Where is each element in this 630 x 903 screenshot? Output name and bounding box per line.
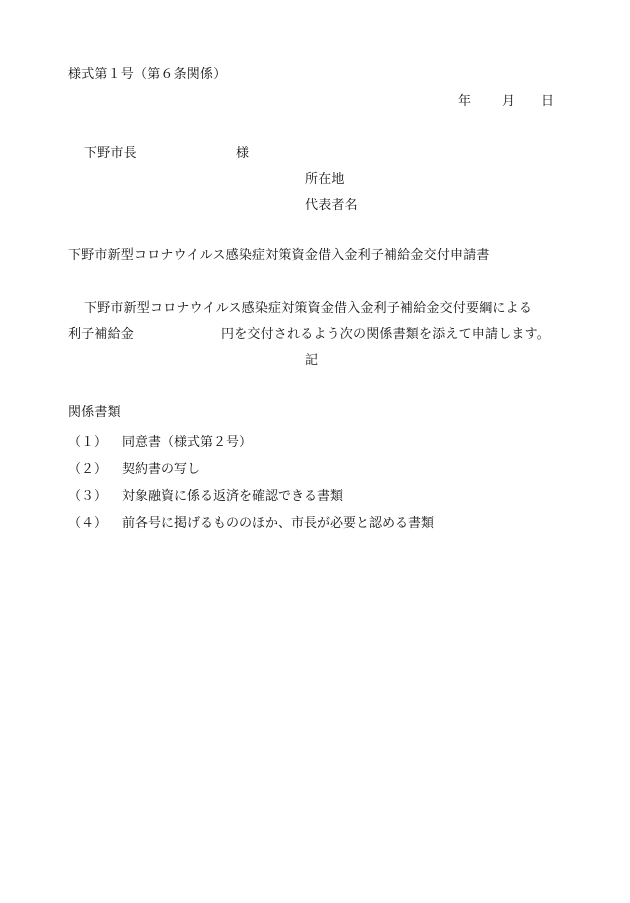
list-item-number: （１）: [68, 435, 108, 450]
list-item: [68, 490, 343, 503]
body-line-2-suffix: 円を交付されるよう次の関係書類を添えて申請します。: [221, 327, 550, 342]
addressee-name: 下野市長: [84, 146, 137, 161]
list-item: [68, 517, 434, 530]
form-number: 様式第１号（第６条関係）: [68, 67, 227, 82]
list-item-text: 同意書（様式第２号）: [122, 435, 253, 450]
body-line-1: 下野市新型コロナウイルス感染症対策資金借入金利子補給金交付要綱による: [84, 301, 533, 316]
list-item-number: （２）: [68, 462, 108, 477]
list-item-number: （４）: [68, 516, 108, 531]
representative-label: 代表者名: [305, 198, 358, 213]
list-item: [68, 463, 200, 476]
date-year: 年: [458, 94, 472, 109]
document-title: 下野市新型コロナウイルス感染症対策資金借入金利子補給金交付申請書: [68, 248, 490, 263]
list-item-text: 契約書の写し: [122, 462, 201, 477]
list-item-text: 前各号に掲げるもののほか、市長が必要と認める書類: [122, 516, 435, 531]
list-item-number: （３）: [68, 489, 108, 504]
related-docs-heading: 関係書類: [68, 405, 121, 420]
list-item-text: 対象融資に係る返済を確認できる書類: [122, 489, 344, 504]
date-day: 日: [541, 94, 555, 109]
list-item: [68, 436, 252, 449]
addressee-honorific: 様: [236, 146, 250, 161]
address-label: 所在地: [305, 172, 345, 187]
ki-marker: 記: [305, 353, 319, 368]
body-line-2-prefix: 利子補給金: [68, 327, 135, 342]
date-month: 月: [502, 94, 516, 109]
